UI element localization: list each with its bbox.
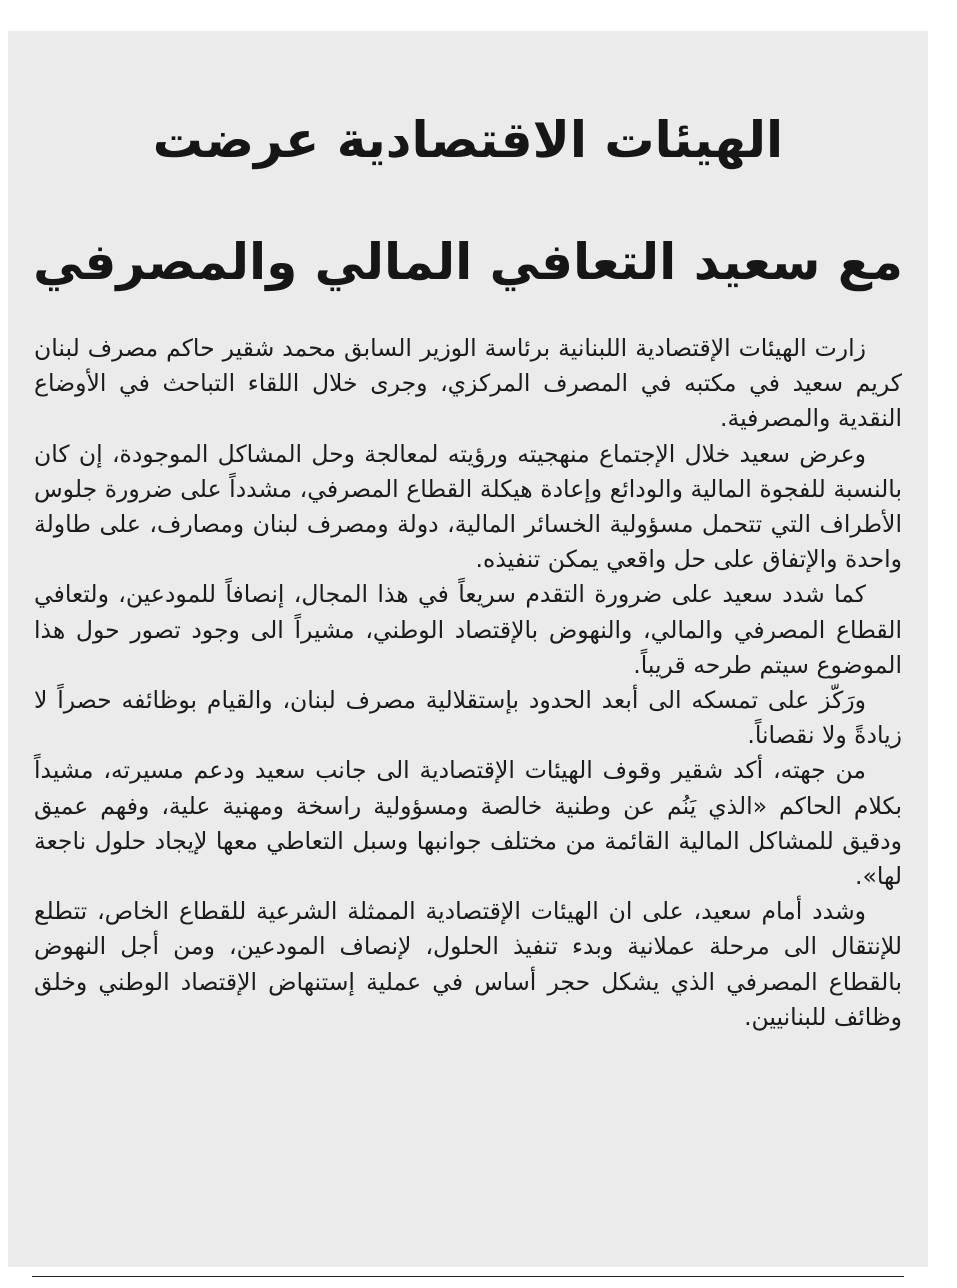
article-clipping <box>8 31 928 1267</box>
bottom-divider <box>32 1276 904 1277</box>
paragraph-5: من جهته، أكد شقير وقوف الهيئات الإقتصادية الى جانب سعيد ودعم مسيرته، مشيداً بكلام الحاكم «الذي يَنُم عن وطنية خالصة ومسؤولية راسخة ومهنية علية، وفهم عميق ودقيق للمشاكل المالية القائمة من مختلف جوانبها وسبل التعاطي معها لإيجاد حلول ناجعة لها». <box>34 756 902 891</box>
article-headline <box>8 79 928 323</box>
paragraph-6: وشدد أمام سعيد، على ان الهيئات الإقتصادية الممثلة الشرعية للقطاع الخاص، تتطلع للإنتقال الى مرحلة عملانية وبدء تنفيذ الحلول، لإنصاف المودعين، ومن أجل النهوض بالقطاع المصرفي الذي يشكل حجر أساس في عملية إستنهاض الإقتصاد الوطني وخلق وظائف للبنانيين. <box>34 897 902 1031</box>
paragraph-4: ورَكّز على تمسكه الى أبعد الحدود بإستقلالية مصرف لبنان، والقيام بوظائفه حصراً لا زيادةً ولا نقصاناً. <box>34 686 902 750</box>
paragraph-3: كما شدد سعيد على ضرورة التقدم سريعاً في هذا المجال، إنصافاً للمودعين، ولتعافي القطاع المصرفي والمالي، والنهوض بالإقتصاد الوطني، مشيراً الى وجود تصور حول هذا الموضوع سيتم طرحه قريباً. <box>34 580 902 679</box>
headline-line-1: الهيئات الاقتصادية عرضت <box>152 111 784 169</box>
article-body <box>34 331 902 1035</box>
headline-line-2: مع سعيد التعافي المالي والمصرفي <box>33 233 903 291</box>
paragraph-1: زارت الهيئات الإقتصادية اللبنانية برئاسة الوزير السابق محمد شقير حاكم مصرف لبنان كريم سعيد في مكتبه في المصرف المركزي، وجرى خلال اللقاء التباحث في الأوضاع النقدية والمصرفية. <box>34 334 902 433</box>
paragraph-2: وعرض سعيد خلال الإجتماع منهجيته ورؤيته لمعالجة وحل المشاكل الموجودة، إن كان بالنسبة للفجوة المالية والودائع وإعادة هيكلة القطاع المصرفي، مشدداً على ضرورة جلوس الأطراف التي تتحمل مسؤولية الخسائر المالية، دولة ومصرف لبنان ومصارف، على طاولة واحدة والإتفاق على حل واقعي يمكن تنفيذه. <box>34 439 902 574</box>
